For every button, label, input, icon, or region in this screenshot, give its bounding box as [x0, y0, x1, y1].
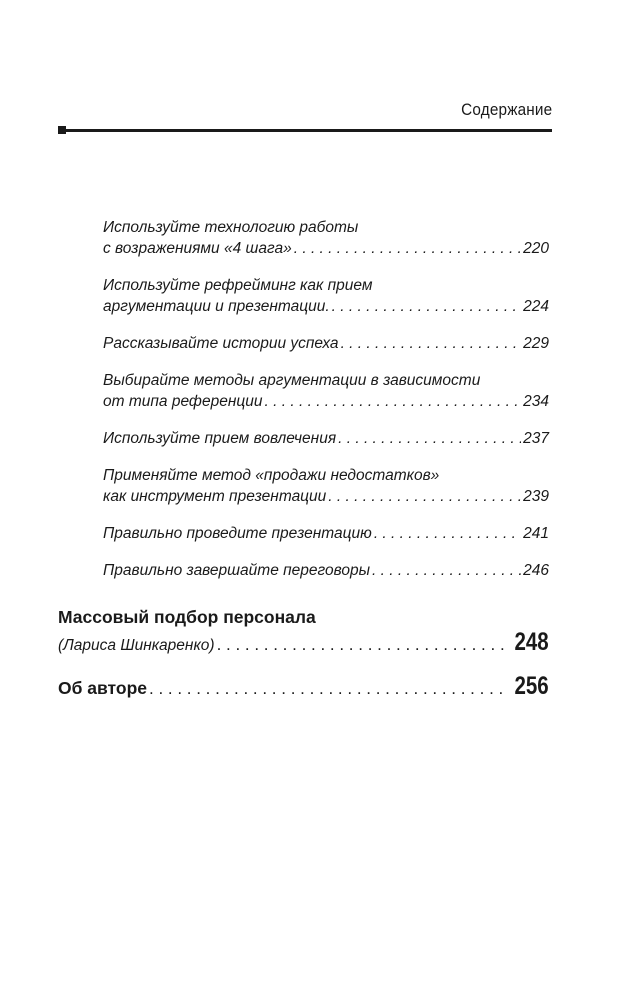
toc-page-number: 256	[514, 672, 549, 700]
toc-entry-text: как инструмент презентации	[103, 488, 327, 505]
toc-page-number: 220	[523, 240, 549, 257]
header-rule-marker	[58, 126, 66, 134]
dot-leader	[374, 523, 521, 544]
toc-main-title: Массовый подбор персонала	[58, 607, 316, 627]
toc-entry[interactable]	[103, 275, 549, 317]
header-rule	[58, 129, 552, 132]
toc-page-number: 229	[523, 335, 549, 352]
toc-subsection-list	[103, 217, 549, 597]
dot-leader	[328, 486, 521, 507]
toc-author: (Лариса Шинкаренко)	[58, 637, 215, 654]
toc-page-number: 241	[523, 525, 549, 542]
toc-page-number: 224	[523, 298, 549, 315]
toc-entry-text: Рассказывайте истории успеха	[103, 335, 339, 352]
dot-leader	[294, 238, 521, 259]
toc-entry[interactable]	[103, 217, 549, 259]
toc-page-number: 248	[514, 628, 549, 656]
running-head-title: Содержание	[460, 100, 552, 119]
toc-entry-line: Выбирайте методы аргументации в зависимости	[103, 372, 481, 389]
toc-page-number: 237	[523, 430, 549, 447]
dot-leader	[265, 391, 522, 412]
toc-entry-text: аргументации и презентации.	[103, 298, 330, 315]
toc-entry-text: с возражениями «4 шага»	[103, 240, 292, 257]
toc-main-entry-about-author[interactable]	[58, 673, 549, 699]
dot-leader	[338, 428, 521, 449]
toc-entry-text: от типа референции	[103, 393, 263, 410]
toc-page-number: 234	[523, 393, 549, 410]
toc-entry-text: Правильно завершайте переговоры	[103, 562, 370, 579]
toc-entry-line: Используйте технологию работы	[103, 219, 359, 236]
toc-entry[interactable]	[103, 465, 549, 507]
toc-entry[interactable]	[103, 560, 549, 581]
toc-entry-line: Применяйте метод «продажи недостатков»	[103, 467, 440, 484]
toc-entry-text: Правильно проведите презентацию	[103, 525, 372, 542]
dot-leader	[332, 296, 521, 317]
toc-page-number: 246	[523, 562, 549, 579]
toc-entry-line: Используйте рефрейминг как прием	[103, 277, 373, 294]
toc-entry[interactable]	[103, 370, 549, 412]
toc-entry[interactable]	[103, 333, 549, 354]
toc-entry[interactable]	[103, 428, 549, 449]
toc-main-title: Об авторе	[58, 678, 147, 698]
toc-main-list	[58, 605, 549, 717]
toc-entry-text: Используйте прием вовлечения	[103, 430, 337, 447]
dot-leader	[217, 635, 506, 655]
toc-page-number: 239	[523, 488, 549, 505]
dot-leader	[149, 679, 505, 699]
dot-leader	[372, 560, 521, 581]
toc-entry[interactable]	[103, 523, 549, 544]
dot-leader	[341, 333, 522, 354]
toc-main-entry-mass-hiring[interactable]	[58, 605, 549, 655]
